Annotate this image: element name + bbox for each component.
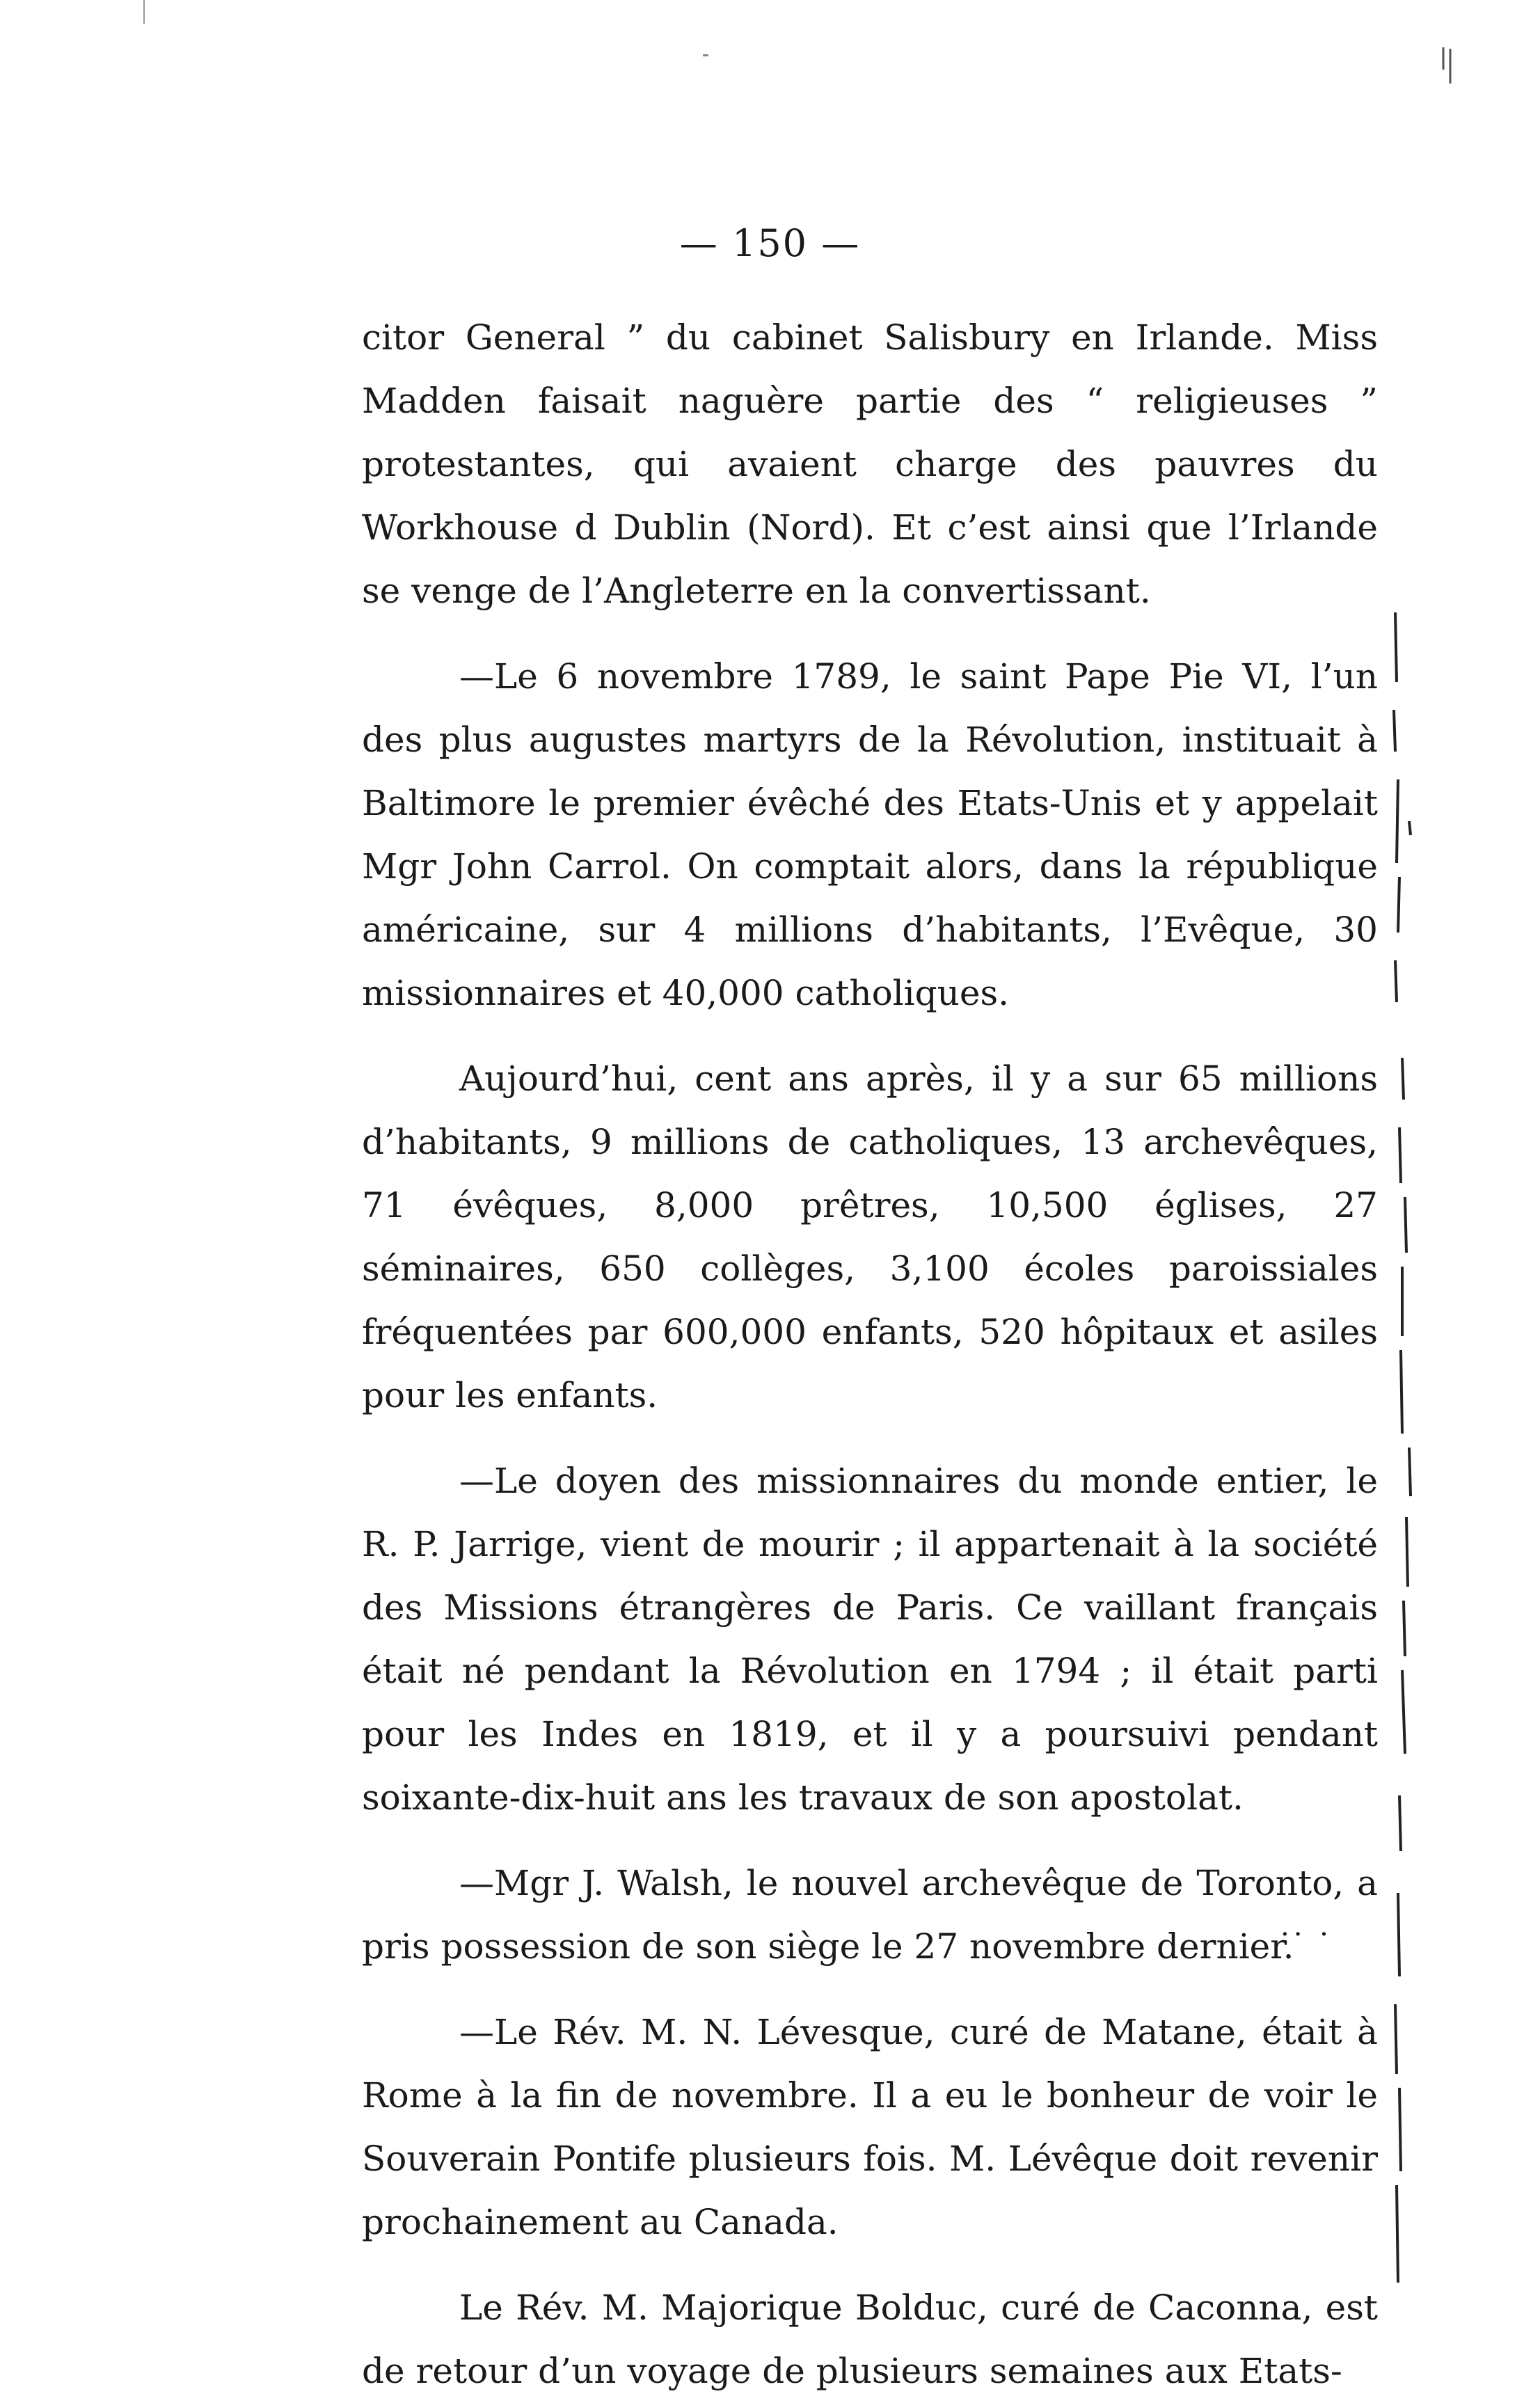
- paragraph-walsh: —Mgr J. Walsh, le nouvel archevêque de Toronto, a pris possession de son siège le 27 novembre dernier.: [362, 1863, 1378, 1967]
- scan-artifact-mark: [143, 0, 145, 24]
- binding-edge-marks: [1381, 571, 1423, 2310]
- paragraph-statistics: Aujourd’hui, cent ans après, il y a sur 65 millions d’habitants, 9 millions de catholiques, 13 archevêques, 71 évêques, 8,000 prêtres, 10,500 églises, 27 séminaires, 650 collèges, 3,100 écoles paroissiales fréquentées par 600,000 enfants, 520 hôpitaux et asiles pour les enfants.: [362, 1058, 1378, 1415]
- trailing-marks: .. .: [1280, 1910, 1333, 1942]
- scan-artifact-corner: [1440, 42, 1454, 90]
- paragraph-baltimore: —Le 6 novembre 1789, le saint Pape Pie VI, l’un des plus augustes martyrs de la Révolution, instituait à Baltimore le premier évêché des Etats-Unis et y appelait Mgr John Carrol. On comptait alors, dans la république américaine, sur 4 millions d’habitants, l’Evêque, 30 missionnaires et 40,000 catholiques.: [362, 656, 1378, 1013]
- page-number: — 150 —: [679, 221, 861, 265]
- paragraph-continuation: citor General ” du cabinet Salisbury en Irlande. Miss Madden faisait naguère partie des “ religieuses ” protestantes, qui avaient charge des pauvres du Workhouse d Dublin (Nord). Et c’est ainsi que l’Irlande se venge de l’Angleterre en la convertissant.: [362, 317, 1378, 611]
- paragraph-bolduc: Le Rév. M. Majorique Bolduc, curé de Caconna, est de retour d’un voyage de plusieurs semaines aux Etats-: [362, 2287, 1378, 2391]
- paragraph-jarrige: —Le doyen des missionnaires du monde entier, le R. P. Jarrige, vient de mourir ; il appartenait à la société des Missions étrangères de Paris. Ce vaillant français était né pendant la Révolution en 1794 ; il était parti pour les Indes en 1819, et il y a poursuivi pendant soixante-dix-huit ans les travaux de son apostolat.: [362, 1461, 1378, 1818]
- scan-artifact-dot: [703, 54, 708, 56]
- paragraph-levesque: —Le Rév. M. N. Lévesque, curé de Matane, était à Rome à la fin de novembre. Il a eu le bonheur de voir le Souverain Pontife plusieurs fois. M. Lévêque doit revenir prochainement au Canada.: [362, 2012, 1378, 2242]
- body-text: [362, 306, 1378, 2403]
